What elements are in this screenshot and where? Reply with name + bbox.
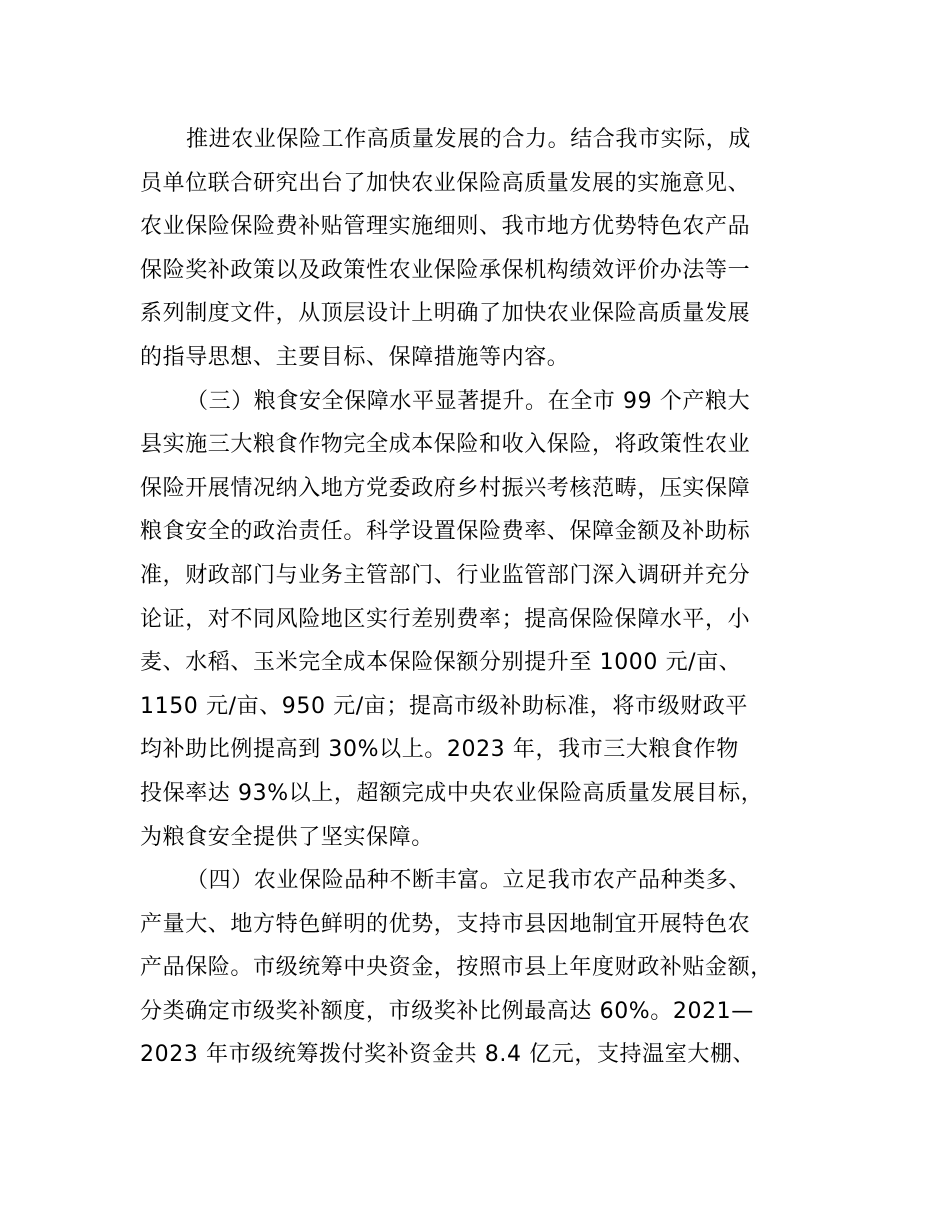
text-line: 2023 年市级统筹拨付奖补资金共 8.4 亿元，支持温室大棚、	[140, 1042, 756, 1068]
text-line: 的指导思想、主要目标、保障措施等内容。	[140, 344, 570, 370]
paragraph-insurance-varieties	[140, 859, 830, 1077]
text-line: 保险奖补政策以及政策性农业保险承保机构绩效评价办法等一	[140, 257, 751, 283]
text-line: 均补助比例提高到 30%以上。2023 年，我市三大粮食作物	[140, 737, 739, 763]
text-line: 员单位联合研究出台了加快农业保险高质量发展的实施意见、	[140, 170, 751, 196]
text-line: 系列制度文件，从顶层设计上明确了加快农业保险高质量发展	[140, 301, 751, 327]
text-line: 产量大、地方特色鲜明的优势，支持市县因地制宜开展特色农	[140, 911, 751, 937]
text-line: 推进农业保险工作高质量发展的合力。结合我市实际，成	[186, 127, 752, 152]
text-line: 保险开展情况纳入地方党委政府乡村振兴考核范畴，压实保障	[140, 475, 751, 501]
text-line: 产品保险。市级统筹中央资金，按照市县上年度财政补贴金额，	[140, 955, 773, 981]
text-line: 论证，对不同风险地区实行差别费率；提高保险保障水平，小	[140, 606, 751, 632]
paragraph-cooperation-mechanism	[140, 118, 830, 380]
text-line: 农业保险保险费补贴管理实施细则、我市地方优势特色农产品	[140, 214, 751, 240]
text-line: 投保率达 93%以上，超额完成中央农业保险高质量发展目标，	[140, 780, 764, 806]
text-line: 粮食安全的政治责任。科学设置保险费率、保障金额及补助标	[140, 519, 751, 545]
text-line: 分类确定市级奖补额度，市级奖补比例最高达 60%。2021—	[140, 998, 754, 1024]
section-heading-line: （四）农业保险品种不断丰富。立足我市农产品种类多、	[186, 868, 752, 894]
paragraph-grain-security	[140, 380, 830, 860]
text-line: 麦、水稻、玉米完全成本保险保额分别提升至 1000 元/亩、	[140, 650, 742, 676]
text-line: 1150 元/亩、950 元/亩；提高市级补助标准，将市级财政平	[140, 693, 748, 719]
document-body	[140, 118, 830, 1077]
text-line: 县实施三大粮食作物完全成本保险和收入保险，将政策性农业	[140, 432, 751, 458]
text-line: 准，财政部门与业务主管部门、行业监管部门深入调研并充分	[140, 562, 751, 588]
text-line: 为粮食安全提供了坚实保障。	[140, 824, 434, 850]
section-heading-line: （三）粮食安全保障水平显著提升。在全市 99 个产粮大	[186, 388, 751, 414]
